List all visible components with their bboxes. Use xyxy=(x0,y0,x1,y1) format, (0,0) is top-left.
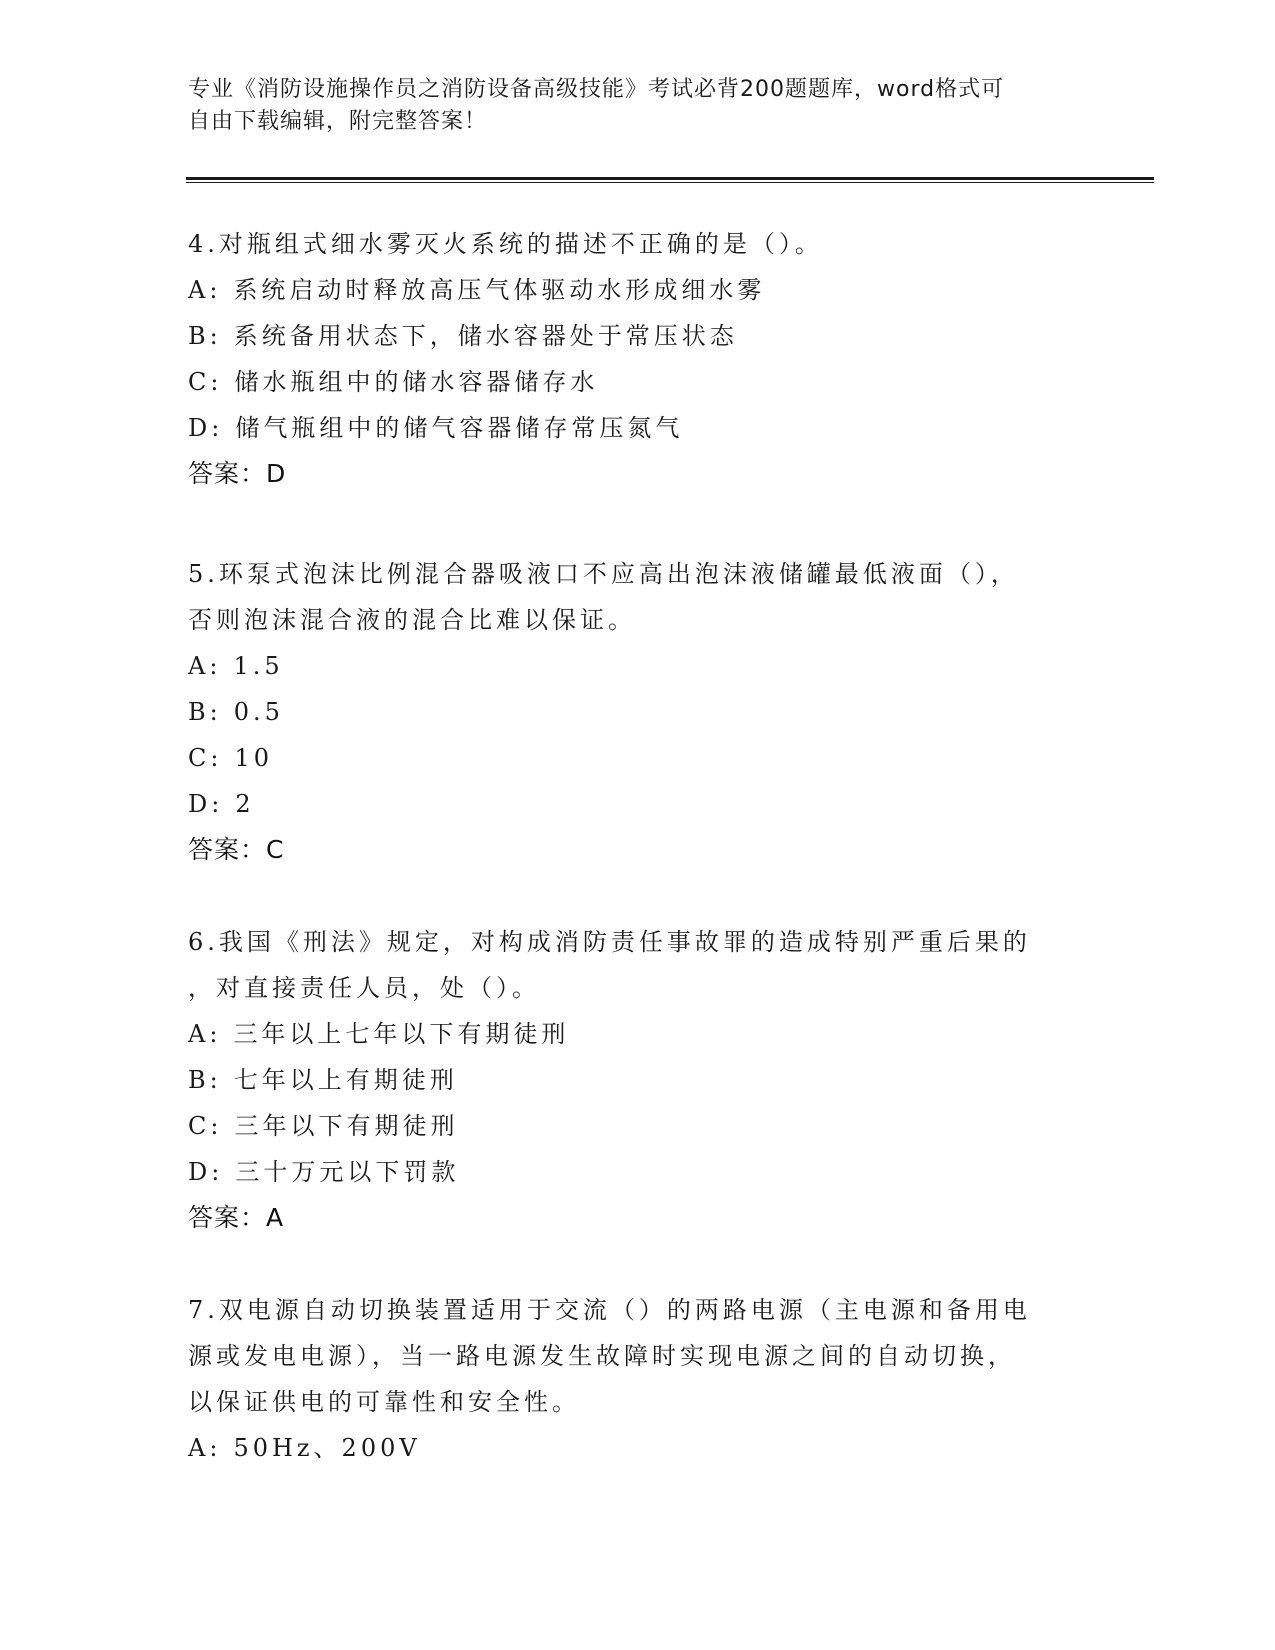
option-text: 系统启动时释放高压气体驱动水形成细水雾 xyxy=(233,276,766,304)
option-separator: : xyxy=(209,1020,222,1048)
option-separator: : xyxy=(209,322,222,350)
option-separator: : xyxy=(210,1112,223,1140)
option-b xyxy=(188,313,1078,359)
option-letter: C xyxy=(188,1112,211,1140)
option-c xyxy=(188,359,1078,405)
question-6 xyxy=(188,919,1078,1241)
option-c xyxy=(188,1103,1078,1149)
option-letter: A xyxy=(188,652,210,680)
option-separator: : xyxy=(211,1158,224,1186)
question-stem xyxy=(188,551,1078,643)
option-separator: : xyxy=(210,368,223,396)
header-line-2: 自由下载编辑，附完整答案！ xyxy=(188,109,488,134)
document-header xyxy=(188,74,1068,138)
option-separator: : xyxy=(209,652,222,680)
option-text: 三十万元以下罚款 xyxy=(235,1158,460,1186)
stem-line: ，对直接责任人员，处（）。 xyxy=(188,974,540,1002)
option-a xyxy=(188,267,1078,313)
stem-line: 否则泡沫混合液的混合比难以保证。 xyxy=(188,606,636,634)
option-text: 1.5 xyxy=(233,652,284,680)
option-letter: D xyxy=(188,790,212,818)
option-a xyxy=(188,643,1078,689)
option-text: 系统备用状态下，储水容器处于常压状态 xyxy=(233,322,738,350)
option-c xyxy=(188,735,1078,781)
question-7 xyxy=(188,1287,1078,1471)
option-separator: : xyxy=(211,414,224,442)
option-text: 2 xyxy=(235,790,255,818)
option-separator: : xyxy=(211,790,224,818)
option-d xyxy=(188,781,1078,827)
answer-label: 答案：D xyxy=(188,459,287,488)
option-text: 三年以上七年以下有期徒刑 xyxy=(233,1020,570,1048)
option-d xyxy=(188,1149,1078,1195)
option-separator: : xyxy=(210,744,223,772)
option-text: 50Hz、200V xyxy=(233,1434,421,1462)
option-letter: B xyxy=(188,698,210,726)
option-d xyxy=(188,405,1078,451)
header-line-1: 专业《消防设施操作员之消防设备高级技能》考试必背200题题库，word格式可 xyxy=(188,77,1005,102)
header-divider-thick xyxy=(186,177,1154,180)
question-stem xyxy=(188,221,1078,267)
stem-line: 以保证供电的可靠性和安全性。 xyxy=(188,1388,580,1416)
option-a xyxy=(188,1011,1078,1057)
stem-line: 5.环泵式泡沫比例混合器吸液口不应高出泡沫液储罐最低液面（）， xyxy=(188,560,1019,588)
stem-line: 6.我国《刑法》规定，对构成消防责任事故罪的造成特别严重后果的 xyxy=(188,928,1031,956)
question-stem xyxy=(188,919,1078,1011)
stem-line: 4.对瓶组式细水雾灭火系统的描述不正确的是（）。 xyxy=(188,230,823,258)
option-letter: B xyxy=(188,322,210,350)
option-b xyxy=(188,1057,1078,1103)
stem-line: 7.双电源自动切换装置适用于交流（）的两路电源（主电源和备用电 xyxy=(188,1296,1031,1324)
header-divider-thin xyxy=(186,182,1154,183)
option-letter: A xyxy=(188,276,210,304)
option-letter: C xyxy=(188,744,211,772)
option-letter: C xyxy=(188,368,211,396)
option-text: 10 xyxy=(234,744,274,772)
option-separator: : xyxy=(209,1066,222,1094)
option-text: 储水瓶组中的储水容器储存水 xyxy=(234,368,599,396)
answer-label: 答案：C xyxy=(188,835,285,864)
option-letter: B xyxy=(188,1066,210,1094)
option-separator: : xyxy=(209,276,222,304)
option-text: 0.5 xyxy=(233,698,284,726)
option-a xyxy=(188,1425,1078,1471)
question-5 xyxy=(188,551,1078,873)
stem-line: 源或发电电源），当一路电源发生故障时实现电源之间的自动切换， xyxy=(188,1342,1016,1370)
option-letter: D xyxy=(188,414,212,442)
option-b xyxy=(188,689,1078,735)
option-text: 三年以下有期徒刑 xyxy=(234,1112,459,1140)
option-separator: : xyxy=(209,1434,222,1462)
option-letter: A xyxy=(188,1434,210,1462)
option-letter: A xyxy=(188,1020,210,1048)
question-4 xyxy=(188,221,1078,497)
option-text: 七年以上有期徒刑 xyxy=(233,1066,458,1094)
answer-label: 答案：A xyxy=(188,1203,285,1232)
option-separator: : xyxy=(209,698,222,726)
option-text: 储气瓶组中的储气容器储存常压氮气 xyxy=(235,414,684,442)
question-stem xyxy=(188,1287,1078,1425)
option-letter: D xyxy=(188,1158,212,1186)
